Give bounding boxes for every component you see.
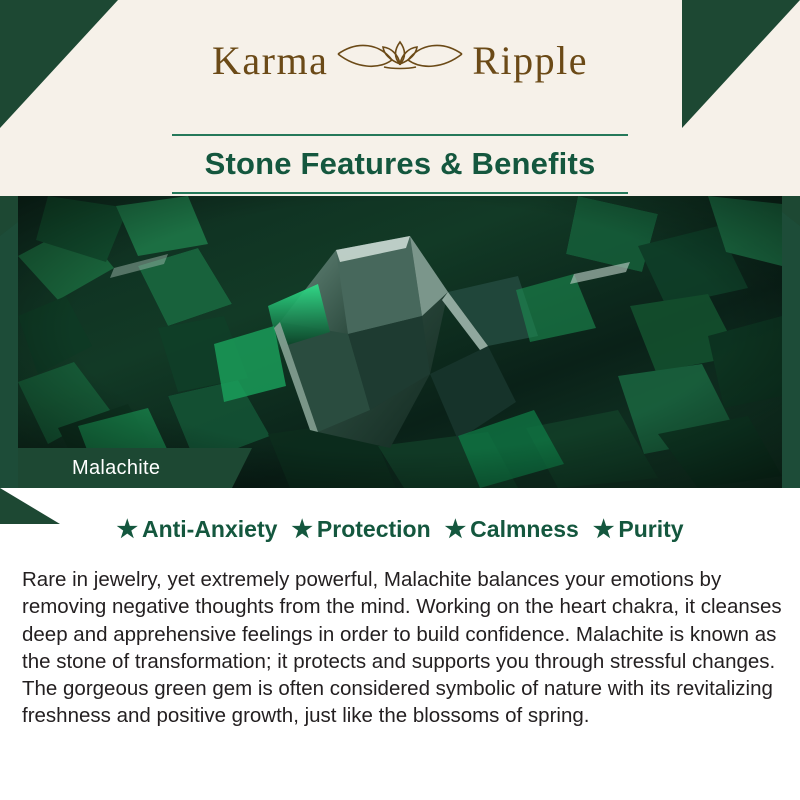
benefit-label: Calmness — [470, 516, 579, 542]
page-title-text: Stone Features & Benefits — [204, 146, 596, 181]
brand-logo — [0, 34, 800, 86]
benefits-list — [0, 516, 800, 543]
description-text: Rare in jewelry, yet extremely powerful, Malachite balances your emotions by removing negative thoughts from the mind. Working on the heart chakra, it cleanses deep and apprehensive feelings in order to build confidence. Malachite is known as the stone of transformation; it protects and supports you through stressful changes. The gorgeous green gem is often considered symbolic of nature with its revitalizing freshness and positive growth, just like the blossoms of spring. — [22, 568, 782, 728]
lotus-flourish-icon — [336, 34, 464, 86]
brand-name-left: Karma — [212, 37, 329, 83]
content-panel — [0, 488, 800, 800]
benefit-item — [445, 516, 579, 543]
stone-name-badge — [18, 448, 232, 488]
star-icon: ★ — [116, 515, 138, 543]
malachite-crystal-photo — [18, 196, 782, 488]
star-icon: ★ — [444, 515, 467, 543]
benefit-item — [593, 516, 684, 543]
benefit-item — [291, 516, 430, 543]
star-icon: ★ — [291, 515, 313, 543]
benefit-label: Protection — [316, 516, 431, 542]
benefit-item — [116, 516, 277, 543]
stone-name-text: Malachite — [72, 456, 161, 479]
brand-name-right: Ripple — [472, 37, 588, 83]
benefit-label: Purity — [618, 516, 684, 542]
star-icon: ★ — [592, 515, 615, 543]
page-title — [172, 134, 628, 194]
benefit-label: Anti-Anxiety — [141, 516, 278, 542]
